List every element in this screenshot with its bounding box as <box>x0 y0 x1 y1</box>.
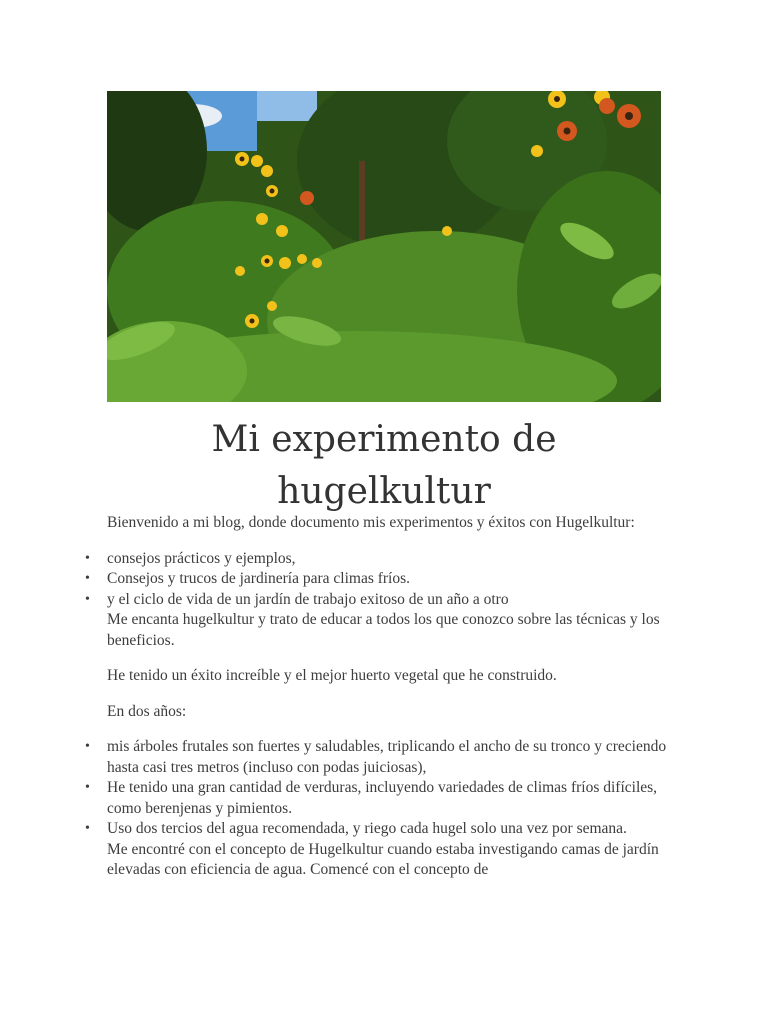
paragraph-love-hugelkultur: Me encanta hugelkultur y trato de educar a todos los que conozco sobre las técnicas y los beneficios. <box>107 611 660 649</box>
garden-photo-illustration <box>107 91 661 402</box>
list-item: • Consejos y trucos de jardinería para climas fríos. <box>107 569 667 590</box>
page-title: Mi experimento de hugelkultur <box>211 419 557 512</box>
bullet-icon: • <box>85 550 90 566</box>
list-item: • He tenido una gran cantidad de verduras, incluyendo variedades de climas fríos difíciles, como berenjenas y pimientos. <box>85 779 658 817</box>
paragraph-discovery: Me encontré con el concepto de Hugelkultur cuando estaba investigando camas de jardín elevadas con eficiencia de agua. Comencé con el concepto de <box>107 840 659 878</box>
bullet-icon: • <box>85 821 90 836</box>
list-item: • y el ciclo de vida de un jardín de trabajo exitoso de un año a otro <box>107 590 667 611</box>
paragraph-success: He tenido un éxito increíble y el mejor huerto vegetal que he construido. <box>107 667 557 684</box>
intro-paragraph: Bienvenido a mi blog, donde documento mis experimentos y éxitos con Hugelkultur: <box>107 514 635 531</box>
article-body <box>85 513 667 881</box>
list-item: • mis árboles frutales son fuertes y saludables, triplicando el ancho de su tronco y creciendo hasta casi tres metros (incluso con podas juiciosas), <box>85 738 667 776</box>
bullet-icon: • <box>85 591 90 607</box>
paragraph-two-years: En dos años: <box>107 702 187 720</box>
bullet-list-tips <box>85 549 667 611</box>
bullet-list-results <box>85 737 667 840</box>
list-item: • Uso dos tercios del agua recomendada, y riego cada hugel solo una vez por semana. <box>107 819 667 840</box>
list-item: • consejos prácticos y ejemplos, <box>107 549 667 570</box>
bullet-icon: • <box>85 739 90 754</box>
bullet-icon: • <box>85 571 90 586</box>
garden-photo <box>107 91 661 402</box>
bullet-icon: • <box>85 780 90 795</box>
